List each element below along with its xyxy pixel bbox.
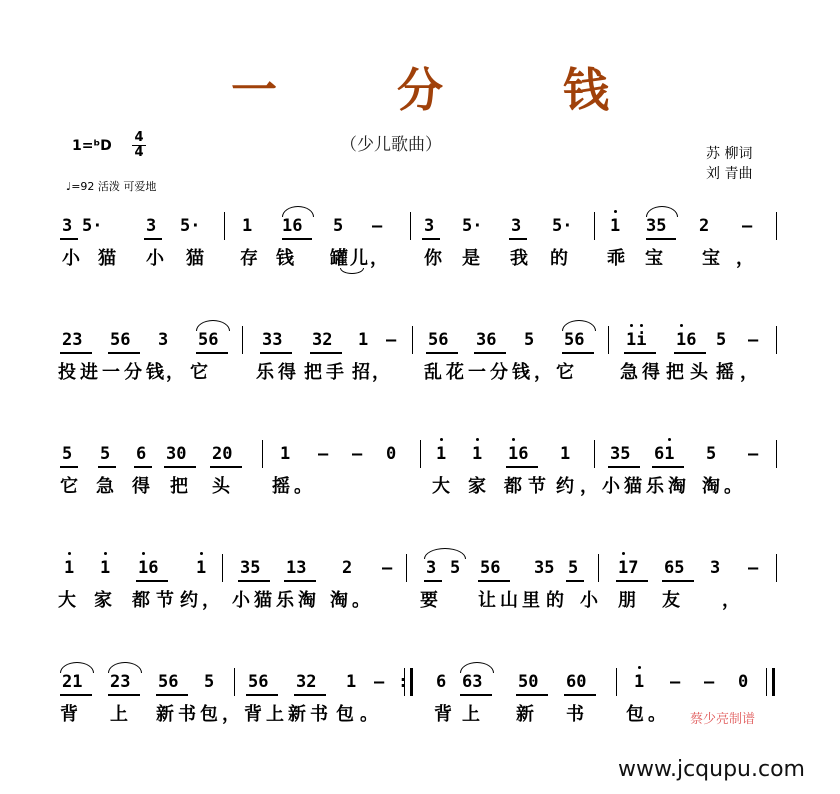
octave-dot [680, 324, 683, 327]
slur [424, 548, 466, 559]
lyric-char: 花 [446, 362, 464, 383]
note: 56 [110, 330, 131, 350]
lyric-char: 把 [170, 476, 188, 497]
note: 1 [100, 558, 111, 578]
note: 3 [710, 558, 721, 578]
note: 16 [138, 558, 159, 578]
score-line-2 [0, 330, 840, 400]
note: 1 [610, 216, 621, 236]
lyric-char: 都 [504, 476, 522, 497]
note: 32 [312, 330, 333, 350]
lyric-char: 它 [190, 362, 208, 383]
lyric-char: 它 [556, 362, 574, 383]
note: 6 [136, 444, 147, 464]
note: 16 [282, 216, 303, 236]
final-barline [772, 668, 775, 696]
lyric-char: 我 [510, 248, 528, 269]
note: 5· [552, 216, 573, 236]
barline [224, 212, 225, 240]
note: 3 [511, 216, 522, 236]
lyric-char: ， [372, 362, 390, 383]
lyric-char: 小 [146, 248, 164, 269]
lyric-char: 是 [462, 248, 480, 269]
octave-dot [200, 552, 203, 555]
lyricist-credit: 苏 柳词 [706, 146, 753, 162]
note: 56 [248, 672, 269, 692]
lyric-char: 宝 [645, 248, 663, 269]
lyric-char: 摇 [716, 362, 734, 383]
octave-dot [68, 552, 71, 555]
time-signature [132, 131, 146, 160]
lyric-char: 乖 [607, 248, 625, 269]
beam-underline [196, 352, 228, 354]
beam-underline [134, 466, 152, 468]
note: – [386, 330, 397, 350]
score-line-5 [0, 672, 840, 742]
note: 5 [100, 444, 111, 464]
note: 23 [62, 330, 83, 350]
time-signature-bottom: 4 [132, 145, 146, 160]
time-signature-top: 4 [134, 130, 144, 145]
octave-dot [668, 438, 671, 441]
slur [196, 320, 230, 331]
note: 5 [62, 444, 73, 464]
beam-underline [282, 238, 312, 240]
note: 21 [62, 672, 83, 692]
score-line-1 [0, 216, 840, 286]
lyric-char: 钱 [512, 362, 530, 383]
beam-underline [616, 580, 648, 582]
beam-underline [60, 694, 92, 696]
barline [594, 440, 595, 468]
note: 35 [534, 558, 555, 578]
note: 3 [146, 216, 157, 236]
lyric-char: 一 [468, 362, 486, 383]
octave-dot [614, 210, 617, 213]
note: 5· [180, 216, 201, 236]
note: 3 [158, 330, 169, 350]
lyric-char: 招 [352, 362, 370, 383]
note: 5· [462, 216, 483, 236]
barline [616, 668, 617, 696]
note: 65 [664, 558, 685, 578]
barline [406, 554, 407, 582]
barline [766, 668, 767, 696]
beam-underline [238, 580, 270, 582]
lyric-char: 书 [310, 704, 328, 725]
lyric-char: 新 [516, 704, 534, 725]
octave-dot [638, 666, 641, 669]
barline [776, 326, 777, 354]
lyric-char: 钱 [276, 248, 294, 269]
lyric-char: 把 [666, 362, 684, 383]
note: – [372, 216, 383, 236]
note: 16 [508, 444, 529, 464]
beam-underline [474, 352, 506, 354]
lyric-char: 友 [662, 590, 680, 611]
note: 35 [240, 558, 261, 578]
lyric-char: 淘 [702, 476, 720, 497]
beam-underline [98, 466, 116, 468]
lyric-char: 得 [132, 476, 150, 497]
barline [410, 212, 411, 240]
beam-underline [310, 352, 342, 354]
beam-underline [246, 694, 278, 696]
lyric-char: 包 [336, 704, 354, 725]
tempo-marking: ♩=92 活泼 可爱地 [66, 180, 157, 193]
lyric-char: ， [222, 704, 240, 725]
lyric-char: 乐 [646, 476, 664, 497]
lyric-char: 里 [522, 590, 540, 611]
lyric-char: 分 [490, 362, 508, 383]
lyric-char: 约 [556, 476, 574, 497]
octave-dot [440, 438, 443, 441]
note: 61 [654, 444, 675, 464]
note: 1 [242, 216, 253, 236]
note: 35 [646, 216, 667, 236]
lyric-char: 让 [478, 590, 496, 611]
note: – [748, 444, 759, 464]
note: 23 [110, 672, 131, 692]
octave-dot [622, 552, 625, 555]
lyric-char: 约 [180, 590, 198, 611]
lyric-char: 一 [102, 362, 120, 383]
lyric-char: 猫 [98, 248, 116, 269]
lyric-char: 家 [94, 590, 112, 611]
lyric-char: 钱 [146, 362, 164, 383]
lyric-char: 家 [468, 476, 486, 497]
note: 5 [450, 558, 461, 578]
lyric-char: 头 [212, 476, 230, 497]
note: 30 [166, 444, 187, 464]
note: 3 [62, 216, 73, 236]
note: – [748, 558, 759, 578]
barline [222, 554, 223, 582]
note: – [318, 444, 329, 464]
note: 63 [462, 672, 483, 692]
octave-dot [104, 552, 107, 555]
note: 50 [518, 672, 539, 692]
lyric-char: 的 [550, 248, 568, 269]
composer-credit: 刘 青曲 [706, 166, 753, 182]
lyric-char: ， [166, 362, 184, 383]
note: 0 [738, 672, 749, 692]
final-barline [410, 668, 413, 696]
note: 1 [64, 558, 75, 578]
note: 3 [424, 216, 435, 236]
note: 1 [560, 444, 571, 464]
lyric-char: 书 [178, 704, 196, 725]
score-line-4 [0, 558, 840, 628]
note: – [352, 444, 363, 464]
beam-underline [260, 352, 292, 354]
lyric-char: 儿 [350, 248, 368, 269]
lyric-char: 手 [326, 362, 344, 383]
lyric-char: 背 [60, 704, 78, 725]
lyric-char: 背 [434, 704, 452, 725]
beam-underline [509, 238, 527, 240]
barline [594, 212, 595, 240]
octave-dot [512, 438, 515, 441]
note: 56 [480, 558, 501, 578]
note: – [748, 330, 759, 350]
lyric-char: 包 [200, 704, 218, 725]
barline [242, 326, 243, 354]
barline [234, 668, 235, 696]
note: 1 [634, 672, 645, 692]
lyric-char: 新 [288, 704, 306, 725]
lyric-char: 得 [278, 362, 296, 383]
beam-underline [424, 580, 442, 582]
note: 5 [204, 672, 215, 692]
barline [608, 326, 609, 354]
beam-underline [108, 694, 140, 696]
lyric-char: ， [580, 476, 598, 497]
lyric-char: 朋 [618, 590, 636, 611]
lyric-char: ， [740, 362, 758, 383]
note: – [742, 216, 753, 236]
beam-underline [516, 694, 548, 696]
lyric-char: 。 [648, 704, 666, 725]
beam-underline [136, 580, 168, 582]
lyric-char: 把 [304, 362, 322, 383]
beam-underline [156, 694, 188, 696]
slur [60, 662, 94, 673]
barline [420, 440, 421, 468]
lyric-char: 急 [620, 362, 638, 383]
note: 3 [426, 558, 437, 578]
beam-underline [562, 352, 594, 354]
note: 5· [82, 216, 103, 236]
beam-underline [144, 238, 162, 240]
lyric-char: 要 [420, 590, 438, 611]
lyric-char: 投 [58, 362, 76, 383]
lyric-char: 大 [432, 476, 450, 497]
lyric-char: 摇 [272, 476, 290, 497]
lyric-char: 。 [360, 704, 378, 725]
beam-underline [284, 580, 316, 582]
note: 56 [158, 672, 179, 692]
note: 1i [626, 330, 647, 350]
octave-dot [640, 324, 643, 327]
site-watermark: www.jcqupu.com [618, 757, 805, 782]
note: 33 [262, 330, 283, 350]
lyric-char: 头 [690, 362, 708, 383]
note: 13 [286, 558, 307, 578]
note: 56 [564, 330, 585, 350]
lyric-char: 都 [132, 590, 150, 611]
lyric-char: 罐 [330, 248, 348, 269]
lyric-char: 分 [124, 362, 142, 383]
note: – [382, 558, 393, 578]
beam-underline [60, 466, 78, 468]
slur [460, 662, 494, 673]
lyric-char: ， [722, 590, 740, 611]
lyric-char: 得 [642, 362, 660, 383]
lyric-char: 乐 [276, 590, 294, 611]
note: 2 [342, 558, 353, 578]
note: 1 [472, 444, 483, 464]
note: 1 [436, 444, 447, 464]
lyric-char: 猫 [186, 248, 204, 269]
beam-underline [506, 466, 538, 468]
barline [776, 554, 777, 582]
lyric-char: 小 [602, 476, 620, 497]
lyric-char: 。 [724, 476, 742, 497]
note: 56 [428, 330, 449, 350]
lyric-char: 新 [156, 704, 174, 725]
note: 20 [212, 444, 233, 464]
barline [776, 212, 777, 240]
beam-underline [60, 238, 78, 240]
barline [412, 326, 413, 354]
lyric-char: ， [736, 248, 754, 269]
barline [404, 668, 405, 696]
slur [646, 206, 678, 217]
beam-underline [422, 238, 440, 240]
lyric-char: 乐 [256, 362, 274, 383]
lyric-char: 包 [626, 704, 644, 725]
lyric-char: ， [534, 362, 552, 383]
lyric-char: 小 [580, 590, 598, 611]
lyric-char: 的 [546, 590, 564, 611]
lyric-char: 上 [110, 704, 128, 725]
note: – [670, 672, 681, 692]
lyric-char: 存 [240, 248, 258, 269]
beam-underline [608, 466, 640, 468]
lyric-char: 淘 [668, 476, 686, 497]
note: 1 [346, 672, 357, 692]
beam-underline [564, 694, 596, 696]
lyric-char: 急 [96, 476, 114, 497]
lyric-char: 乱 [424, 362, 442, 383]
lyric-char: 上 [266, 704, 284, 725]
lyric-char: 猫 [624, 476, 642, 497]
lyric-char: 背 [244, 704, 262, 725]
note: 1 [358, 330, 369, 350]
beam-underline [294, 694, 326, 696]
note: : [398, 672, 409, 692]
beam-underline [108, 352, 140, 354]
note: 36 [476, 330, 497, 350]
lyric-char: 淘 [330, 590, 348, 611]
song-subtitle: （少儿歌曲） [340, 135, 442, 155]
note: 17 [618, 558, 639, 578]
lyric-char: ， [202, 590, 220, 611]
octave-dot [630, 324, 633, 327]
beam-underline [210, 466, 242, 468]
barline [598, 554, 599, 582]
score-line-3 [0, 444, 840, 514]
note: 56 [198, 330, 219, 350]
beam-underline [60, 352, 92, 354]
note: 1 [280, 444, 291, 464]
note: 2 [699, 216, 710, 236]
beam-underline [164, 466, 196, 468]
lyric-char: 。 [352, 590, 370, 611]
beam-underline [646, 238, 676, 240]
note: 32 [296, 672, 317, 692]
octave-dot [142, 552, 145, 555]
note: 5 [568, 558, 579, 578]
slur [282, 206, 314, 217]
lyric-slur [340, 268, 364, 274]
note: 6 [436, 672, 447, 692]
lyric-char: 它 [60, 476, 78, 497]
lyric-char: 你 [424, 248, 442, 269]
octave-dot [476, 438, 479, 441]
engraver-credit: 蔡少亮制谱 [690, 712, 756, 727]
lyric-char: 小 [232, 590, 250, 611]
key-signature: 1=ᵇD [72, 138, 112, 154]
song-title: 一 分 钱 [230, 63, 662, 117]
lyric-char: 大 [58, 590, 76, 611]
beam-underline [662, 580, 694, 582]
lyric-char: 山 [500, 590, 518, 611]
note: 0 [386, 444, 397, 464]
note: 5 [524, 330, 535, 350]
lyric-char: 节 [528, 476, 546, 497]
note: – [374, 672, 385, 692]
beam-underline [426, 352, 458, 354]
note: 1 [196, 558, 207, 578]
lyric-char: 小 [62, 248, 80, 269]
beam-underline [624, 352, 656, 354]
lyric-char: 。 [294, 476, 312, 497]
note: 35 [610, 444, 631, 464]
note: 60 [566, 672, 587, 692]
barline [262, 440, 263, 468]
lyric-char: 书 [566, 704, 584, 725]
beam-underline [652, 466, 684, 468]
note: 5 [706, 444, 717, 464]
slur [108, 662, 142, 673]
beam-underline [460, 694, 492, 696]
note: – [704, 672, 715, 692]
note: 16 [676, 330, 697, 350]
beam-underline [478, 580, 510, 582]
beam-underline [674, 352, 706, 354]
beam-underline [566, 580, 584, 582]
lyric-char: 上 [462, 704, 480, 725]
note: 5 [333, 216, 344, 236]
slur [562, 320, 596, 331]
lyric-char: ， [370, 248, 388, 269]
lyric-char: 猫 [254, 590, 272, 611]
lyric-char: 节 [156, 590, 174, 611]
lyric-char: 进 [80, 362, 98, 383]
barline [776, 440, 777, 468]
note: 5 [716, 330, 727, 350]
lyric-char: 淘 [298, 590, 316, 611]
lyric-char: 宝 [702, 248, 720, 269]
